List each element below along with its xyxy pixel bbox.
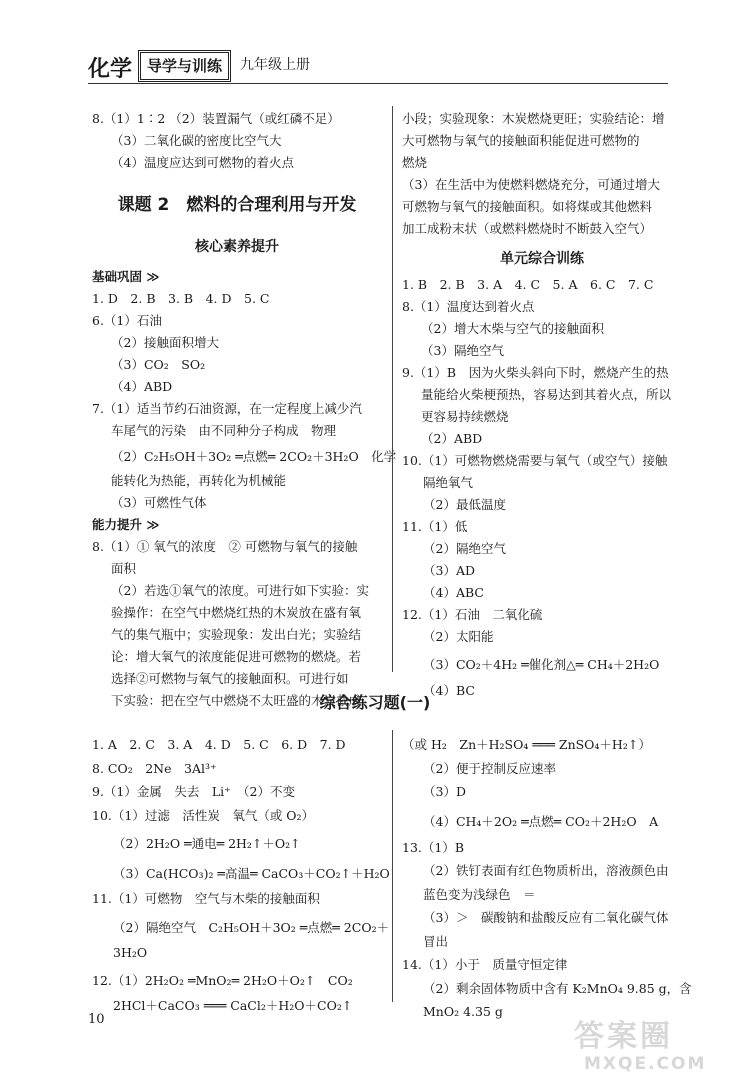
answer-line: 可燃物与氧气的接触面积。如将煤或其他燃料 bbox=[402, 199, 653, 214]
top-left-column bbox=[92, 108, 397, 712]
answer-line: （4）ABC bbox=[423, 585, 484, 600]
answer-line: （2）增大木柴与空气的接触面积 bbox=[421, 321, 604, 336]
column-divider bbox=[392, 730, 393, 1002]
answer-line: 加工成粉末状（或燃料燃烧时不断鼓入空气） bbox=[402, 221, 653, 236]
answer-line: 1. B 2. B 3. A 4. C 5. A 6. C 7. C bbox=[402, 277, 654, 292]
page-number: 10 bbox=[88, 1012, 105, 1027]
lesson-title: 课题 2 燃料的合理利用与开发 bbox=[117, 195, 357, 215]
answer-line: 8.（1）① 氧气的浓度 ② 可燃物与氧气的接触 bbox=[92, 539, 358, 554]
answer-line: （4）温度应达到可燃物的着火点 bbox=[111, 155, 294, 170]
answer-line: （3）隔绝空气 bbox=[421, 343, 504, 358]
answer-line: （2）剩余固体物质中含有 K₂MnO₄ 9.85 g，含 bbox=[423, 980, 692, 996]
answer-line: 蓝色变为浅绿色 ＝ bbox=[423, 886, 536, 902]
answer-line: 8.（1）1∶2 （2）装置漏气（或红磷不足） bbox=[92, 111, 340, 126]
answer-line: （3）二氧化碳的密度比空气大 bbox=[111, 133, 282, 148]
sub-basic-heading: 基础巩固 ≫ bbox=[92, 269, 160, 284]
answer-line: 6.（1）石油 bbox=[92, 313, 162, 328]
answer-line: 12.（1）石油 二氧化硫 bbox=[402, 607, 543, 622]
answer-line: 3H₂O bbox=[113, 944, 148, 960]
bottom-right-column bbox=[402, 733, 692, 1024]
answer-line: 论：增大氧气的浓度能促进可燃物的燃烧。若 bbox=[111, 649, 362, 664]
answer-line: 10.（1）可燃物燃烧需要与氧气（或空气）接触 bbox=[402, 453, 668, 468]
exercise-title: 综合练习题(一) bbox=[319, 693, 431, 712]
answer-line: 能转化为热能，再转化为机械能 bbox=[111, 473, 287, 488]
answer-line: （2）2H₂O ═通电═ 2H₂↑＋O₂↑ bbox=[113, 836, 301, 851]
header-book-title: 导学与训练 bbox=[138, 50, 231, 82]
header-subject: 化学 bbox=[88, 57, 133, 82]
answer-line: （3）Ca(HCO₃)₂ ═高温═ CaCO₃＋CO₂↑＋H₂O bbox=[113, 866, 390, 881]
answer-line: 冒出 bbox=[423, 933, 449, 949]
answer-line: 车尾气的污染 由不同种分子构成 物理 bbox=[111, 423, 337, 438]
answer-line: （3）可燃性气体 bbox=[111, 495, 207, 510]
answer-line: （2）C₂H₅OH＋3O₂ ═点燃═ 2CO₂＋3H₂O 化学 bbox=[111, 449, 397, 464]
answer-line: （4）CH₄＋2O₂ ═点燃═ CO₂＋2H₂O A bbox=[423, 813, 659, 829]
answer-line: （2）隔绝空气 C₂H₅OH＋3O₂ ═点燃═ 2CO₂＋ bbox=[113, 919, 390, 935]
answer-line: （2）太阳能 bbox=[423, 629, 494, 644]
section-core-heading: 核心素养提升 bbox=[195, 239, 279, 255]
answer-line: （2）最低温度 bbox=[423, 497, 506, 512]
answer-line: （4）ABD bbox=[111, 379, 173, 394]
answer-line: （3）CO₂＋4H₂ ═催化剂△═ CH₄＋2H₂O bbox=[423, 657, 660, 672]
answer-line: （2）铁钉表面有红色物质析出，溶液颜色由 bbox=[423, 863, 669, 878]
answer-line: 9.（1）B 因为火柴头斜向下时，燃烧产生的热 bbox=[402, 365, 669, 380]
column-divider bbox=[392, 106, 393, 672]
page-header bbox=[88, 50, 668, 86]
watermark-url: MXQE.COM bbox=[584, 1054, 707, 1074]
answer-line: 大可燃物与氧气的接触面积能促进可燃物的 bbox=[402, 133, 640, 148]
answer-line: （2）接触面积增大 bbox=[111, 335, 219, 350]
answer-line: 1. D 2. B 3. B 4. D 5. C bbox=[92, 291, 270, 306]
answer-line: 更容易持续燃烧 bbox=[421, 409, 509, 424]
answer-line: （3）D bbox=[423, 784, 466, 799]
answer-line: 隔绝氧气 bbox=[423, 475, 474, 490]
top-right-column bbox=[402, 108, 682, 702]
watermark-logo-text: 答案圈 bbox=[574, 1019, 673, 1054]
answer-line: （2）若选①氧气的浓度。可进行如下实验：实 bbox=[111, 583, 369, 598]
watermark bbox=[574, 1020, 744, 1078]
answer-line: 1. A 2. C 3. A 4. D 5. C 6. D 7. D bbox=[92, 737, 346, 752]
answer-line: 9.（1）金属 失去 Li⁺ （2）不变 bbox=[92, 784, 295, 799]
answer-line: 验操作：在空气中燃烧红热的木炭放在盛有氧 bbox=[111, 605, 362, 620]
answer-line: （3）CO₂ SO₂ bbox=[111, 357, 206, 372]
bottom-left-column bbox=[92, 733, 390, 1018]
answer-line: 10.（1）过滤 活性炭 氧气（或 O₂） bbox=[92, 807, 315, 823]
answer-line: 11.（1）低 bbox=[402, 519, 468, 534]
answer-line: 12.（1）2H₂O₂ ═MnO₂═ 2H₂O＋O₂↑ CO₂ bbox=[92, 973, 353, 988]
answer-line: （3）＞ 碳酸钠和盐酸反应有二氧化碳气体 bbox=[423, 910, 669, 925]
answer-line: MnO₂ 4.35 g bbox=[423, 1004, 503, 1019]
answer-line: （3）AD bbox=[423, 563, 476, 578]
sub-ability-heading: 能力提升 ≫ bbox=[92, 517, 160, 532]
answer-line: 小段；实验现象：木炭燃烧更旺；实验结论：增 bbox=[402, 111, 665, 126]
answer-line: （3）在生活中为使燃料燃烧充分，可通过增大 bbox=[402, 177, 660, 192]
section-unit-heading: 单元综合训练 bbox=[500, 251, 584, 267]
header-rule bbox=[88, 83, 668, 84]
answer-line: 量能给火柴梗预热，容易达到其着火点，所以 bbox=[421, 387, 672, 402]
answer-line: 8. CO₂ 2Ne 3Al³⁺ bbox=[92, 760, 217, 776]
answer-line: 选择②可燃物与氧气的接触面积。可进行如 bbox=[111, 671, 349, 686]
answer-line: 8.（1）温度达到着火点 bbox=[402, 299, 535, 314]
answer-line: 11.（1）可燃物 空气与木柴的接触面积 bbox=[92, 891, 320, 906]
answer-line: 燃烧 bbox=[402, 155, 428, 170]
answer-line: （2）便于控制反应速率 bbox=[423, 760, 556, 776]
answer-line: （或 H₂ Zn＋H₂SO₄ ═══ ZnSO₄＋H₂↑） bbox=[402, 737, 651, 752]
answer-line: 7.（1）适当节约石油资源，在一定程度上减少汽 bbox=[92, 401, 362, 416]
header-grade: 九年级上册 bbox=[240, 57, 310, 73]
answer-line: （2）ABD bbox=[421, 431, 483, 446]
answer-line: 13.（1）B bbox=[402, 839, 465, 855]
answer-line: 气的集气瓶中；实验现象：发出白光；实验结 bbox=[111, 627, 362, 642]
answer-line: 14.（1）小于 质量守恒定律 bbox=[402, 957, 568, 972]
answer-line: （2）隔绝空气 bbox=[423, 541, 506, 556]
answer-line: 面积 bbox=[111, 561, 137, 576]
answer-line: 2HCl＋CaCO₃ ═══ CaCl₂＋H₂O＋CO₂↑ bbox=[113, 998, 353, 1013]
answer-line: 下实验：把在空气中燃烧不太旺盛的木炭截成 bbox=[111, 693, 362, 708]
answer-line: （4）BC bbox=[423, 683, 475, 698]
